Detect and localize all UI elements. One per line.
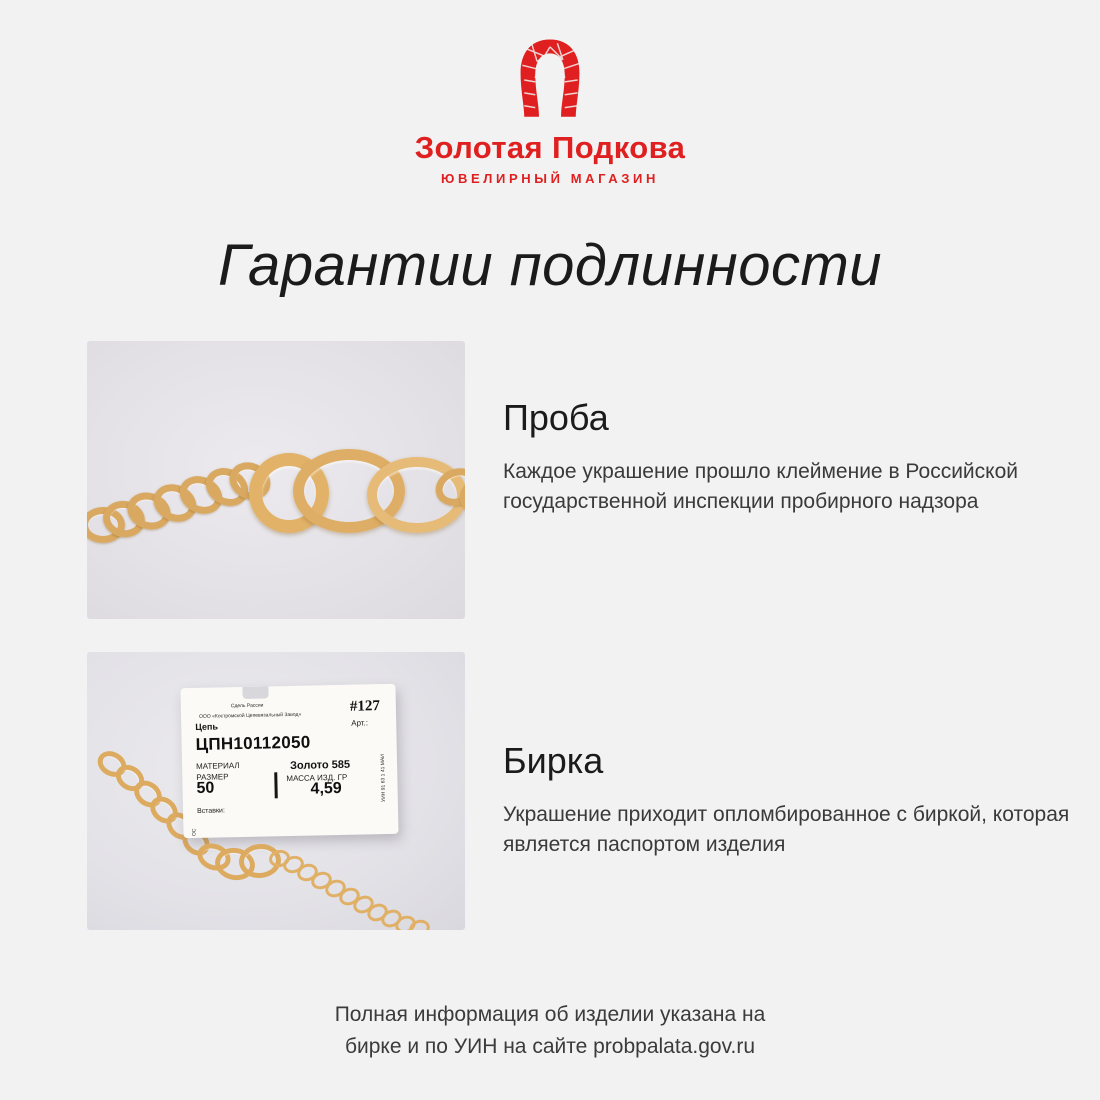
tag-material-value: Золото 585 <box>289 758 351 772</box>
feature-proba <box>87 341 1073 619</box>
tag-notch <box>242 686 268 699</box>
tag-made-in: Сдель Рассии <box>230 702 264 710</box>
footer-line-1: Полная информация об изделии указана на <box>334 1003 766 1026</box>
feature-birka <box>87 652 1073 930</box>
tag-mass-label: МАССА ИЗД. ГР <box>286 772 348 784</box>
feature-proba-text <box>503 397 1073 518</box>
tag-article-label: Арт.: <box>351 718 369 728</box>
brand-header <box>0 0 1100 186</box>
tag-uin-side-text: УИН 91 63 1 41 МАИ <box>379 754 387 803</box>
feature-birka-body: Украшение приходит опломбированное с биркой, которая является паспортом изделия <box>503 803 1070 857</box>
tag-mass-value: 4,59 <box>310 779 342 798</box>
feature-birka-text <box>503 740 1073 861</box>
feature-proba-heading: Проба <box>503 397 609 438</box>
tag-size-value: 50 <box>196 779 215 797</box>
feature-proba-body: Каждое украшение прошло клеймение в Российской государственной инспекции пробирного надзора <box>503 460 1018 514</box>
tag-manufacturer: ООО «Костромской Цепевязальный Завод» <box>198 711 302 720</box>
gold-chain-clasp-photo <box>87 341 465 619</box>
jewelry-tag-card <box>180 684 398 838</box>
tag-separator-bar <box>274 772 278 798</box>
tag-article-code: ЦПН10112050 <box>195 732 311 754</box>
tag-inserts-label: Вставки: <box>196 807 225 815</box>
footer-line-2: бирке и по УИН на сайте probpalata.gov.ru <box>344 1034 756 1058</box>
horseshoe-icon <box>504 34 596 126</box>
tag-side-text-left: ОС <box>191 828 198 837</box>
footer-note <box>0 999 1100 1062</box>
brand-name: Золотая Подкова <box>414 130 686 165</box>
tag-material-label: МАТЕРИАЛ <box>195 761 240 771</box>
jewelry-tag-photo <box>87 652 465 930</box>
feature-birka-heading: Бирка <box>503 740 604 781</box>
page-title: Гарантии подлинности <box>217 233 883 298</box>
tag-size-label: РАЗМЕР <box>196 772 229 782</box>
brand-subtitle: ЮВЕЛИРНЫЙ МАГАЗИН <box>441 171 659 186</box>
tag-hash-number: #127 <box>349 698 381 715</box>
tag-item-label: Цепь <box>195 721 219 732</box>
